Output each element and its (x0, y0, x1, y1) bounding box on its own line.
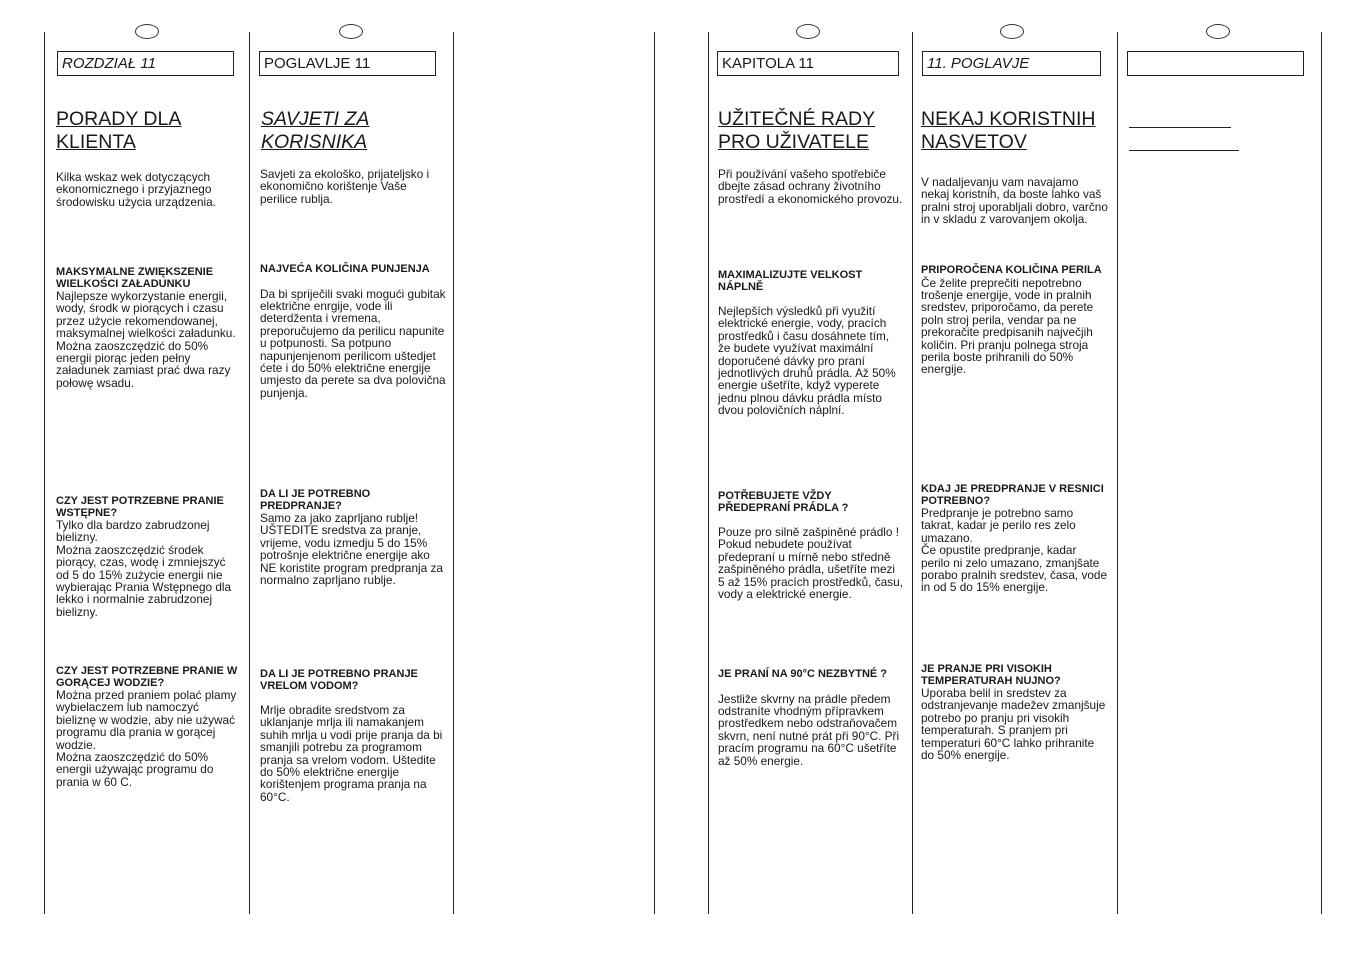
tip-heading: MAKSYMALNE ZWIĘKSZENIE WIELKOŚCI ZAŁADUNKU (56, 266, 214, 290)
tip-section (260, 669, 446, 803)
tip-heading: CZY JEST POTRZEBNE PRANIE W GORĄCEJ WODZIE? (56, 665, 238, 689)
language-marker-oval (135, 24, 159, 39)
chapter-header-box: ROZDZIAŁ 11 (57, 51, 234, 76)
tip-heading: NAJVEĆA KOLIČINA PUNJENJA (260, 263, 430, 275)
language-marker-oval (1000, 24, 1024, 39)
tip-heading: PRIPOROČENA KOLIČINA PERILA (921, 264, 1102, 276)
tip-heading: POTŘEBUJETE VŽDY PŘEDEPRANÍ PRÁDLA ? (718, 490, 849, 514)
section-title: UŽITEČNÉ RADY PRO UŽIVATELE (718, 108, 876, 153)
tip-body: Mrlje obradite sredstvom za uklanjanje mrlja ili namakanjem suhih mrlja u vodi prije pranja da bi smanjili potrebu za programom pranja sa vrelom vodom. Uštedite do 50% električne energije korištenjem programa pranja na 60°C. (260, 703, 443, 804)
tip-heading: JE PRANJE PRI VISOKIH TEMPERATURAH NUJNO? (921, 663, 1061, 687)
tip-heading: CZY JEST POTRZEBNE PRANIE WSTĘPNE? (56, 495, 224, 519)
column-divider (44, 32, 45, 914)
title-placeholder-line (1129, 150, 1239, 151)
tip-section (921, 265, 1108, 376)
tip-body: Nejlepších výsledků při využití elektrické energie, vody, pracích prostředků i času dosáhnete tím, že budete využívat maximální doporučené dávky pro praní jednotlivých druhů prádla. Až 50% energie ušetříte, když vyperete jednu plnou dávku prádla místo dvou polovičních náplní. (718, 304, 896, 418)
tip-section (921, 664, 1108, 761)
tip-section (260, 489, 446, 586)
chapter-header-box-empty (1127, 51, 1304, 76)
tip-heading: DA LI JE POTREBNO PREDPRANJE? (260, 488, 371, 512)
chapter-header-box: KAPITOLA 11 (717, 51, 899, 76)
tip-section (718, 270, 904, 417)
title-placeholder-line (1129, 127, 1231, 128)
tip-section (260, 264, 446, 399)
tip-section (718, 491, 904, 600)
column-divider (1117, 32, 1118, 914)
column-divider (1321, 32, 1322, 914)
section-title: PORADY DLA KLIENTA (56, 108, 182, 153)
tip-body: Samo za jako zaprljano rublje! UŠTEDITE sredstva za pranje, vrijeme, vodu izmedju 5 do 15% potrošnje električne energije ako NE koristite program predpranja za normalno zaprljano rublje. (260, 511, 443, 588)
tip-body: Pouze pro silně zašpiněné prádlo ! Pokud nebudete používat předepraní u mírně nebo středně zašpiněného prádla, ušetříte mezi 5 až 15% pracích prostředků, času, vody a elektrické energie. (718, 525, 903, 602)
section-title: NEKAJ KORISTNIH NASVETOV (921, 108, 1096, 153)
tip-body: Predpranje je potrebno samo takrat, kadar je perilo res zelo umazano. Če opustite predpranje, kadar perilo ni zelo umazano, zmanjšate porabo pralnih sredstev, časa, vode in od 5 do 15% energije. (921, 506, 1108, 595)
tip-heading: DA LI JE POTREBNO PRANJE VRELOM VODOM? (260, 668, 418, 692)
intro-paragraph: V nadaljevanju vam navajamo nekaj koristnih, da boste lahko vaš pralni stroj uporabljali dobro, varčno in v skladu z varovanjem okolja. (921, 175, 1108, 227)
column-divider (912, 32, 913, 914)
column-divider (453, 32, 454, 914)
language-marker-oval (339, 24, 363, 39)
language-marker-oval (1206, 24, 1230, 39)
tip-section (56, 496, 241, 618)
tip-body: Można przed praniem polać plamy wybielaczem lub namoczyć bieliznę w wodzie, aby nie używać programu dla prania w gorącej wodzie. Można zaoszczędzić do 50% energii używając programu do prania w 60 C. (56, 688, 237, 789)
column-divider (708, 32, 709, 914)
tip-body: Tylko dla bardzo zabrudzonej bielizny. Można zaoszczędzić środek piorący, czas, wodę i zmniejszyć od 5 do 15% zużycie energii nie wybierając Prania Wstępnego dla lekko i normalnie zabrudzonej bielizny. (56, 518, 232, 619)
tip-section (921, 484, 1108, 594)
intro-paragraph: Savjeti za ekološko, prijateljsko i ekonomično korištenje Vaše perilice rublja. (260, 167, 430, 206)
tip-heading: MAXIMALIZUJTE VELKOST NÁPLNĚ (718, 269, 863, 293)
tip-section (56, 666, 241, 788)
chapter-header-box: POGLAVLJE 11 (259, 51, 436, 76)
tip-heading: JE PRANÍ NA 90°C NEZBYTNÉ ? (718, 668, 888, 680)
tip-body: Da bi spriječili svaki mogući gubitak električne enrgije, vode ili deterdženta i vremena, preporučujemo da perilicu napunite u potpunosti. Sa potpuno napunjenjenom perilicom uštedjet ćete i do 50% električne energije umjesto da perete sa dva polovična punjenja. (260, 286, 446, 400)
chapter-header-box: 11. POGLAVJE (922, 51, 1101, 76)
column-divider (654, 32, 655, 914)
column-divider (249, 32, 250, 914)
intro-paragraph: Kilka wskaz wek dotyczących ekonomicznego i przyjaznego środowisku użycia urządzenia. (56, 170, 216, 209)
tip-section (718, 669, 904, 767)
section-title: SAVJETI ZA KORISNIKA (261, 108, 370, 153)
language-marker-oval (796, 24, 820, 39)
tip-body: Uporaba belil in sredstev za odstranjevanje madežev zmanjšuje potrebo po pranju pri visokih temperaturah. S pranjem pri temperaturi 60°C lahko prihranite do 50% energije. (921, 686, 1106, 763)
tip-body: Jestliže skvrny na prádle předem odstraníte vhodným přípravkem prostředkem nebo odstraňovačem skvrn, není nutné prát při 90°C. Při pracím programu na 60°C ušetříte až 50% energie. (718, 691, 900, 768)
tip-heading: KDAJ JE PREDPRANJE V RESNICI POTREBNO? (921, 483, 1104, 507)
intro-paragraph: Při používání vašeho spotřebiče dbejte zásad ochrany životního prostředí a ekonomického provozu. (718, 167, 903, 206)
tip-body: Če želite preprečiti nepotrebno trošenje energije, vode in pralnih sredstev, priporočamo, da perete poln stroj perila, vendar pa ne prekoračite predpisanih največjih količin. Pri pranju polnega stroja perila boste prihranili do 50% energije. (921, 275, 1094, 377)
tip-section (56, 267, 241, 389)
tip-body: Najlepsze wykorzystanie energii, wody, środk w piorących i czasu przez użycie rekomendowanej, maksymalnej wielkości załadunku. Można zaoszczędzić do 50% energii piorąc jeden pełny załadunek zamiast prać dwa razy połowę wsadu. (56, 289, 236, 390)
